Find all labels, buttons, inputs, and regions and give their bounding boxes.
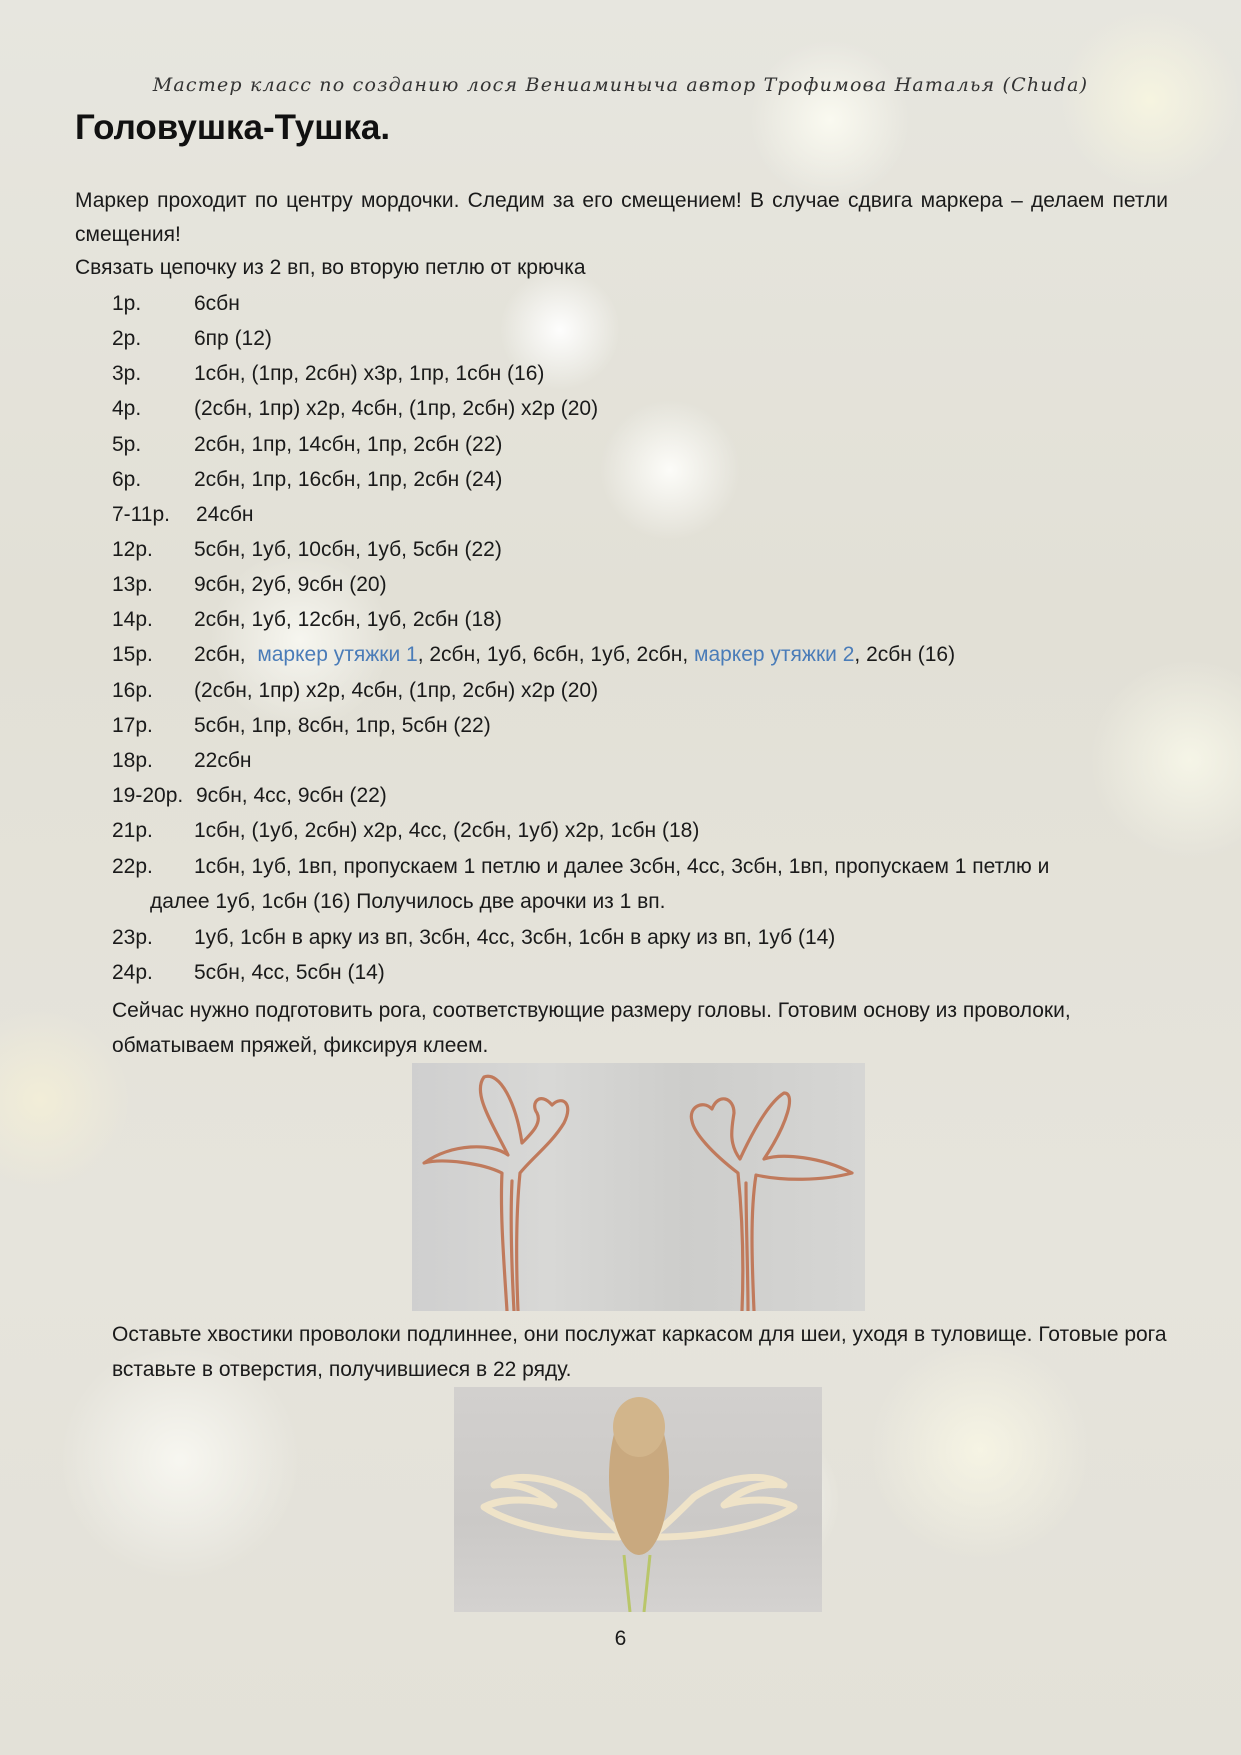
- row-number: 6р.: [112, 468, 142, 491]
- section-title: Головушка-Тушка.: [75, 108, 391, 147]
- row-number: 24р.: [112, 961, 153, 984]
- row-text: 1уб, 1сбн в арку из вп, 3сбн, 4сс, 3сбн, 1сбн в арку из вп, 1уб (14): [194, 926, 836, 949]
- row-number: 14р.: [112, 608, 153, 631]
- row-text: 2сбн, 1пр, 14сбн, 1пр, 2сбн (22): [194, 433, 503, 456]
- row-number: 13р.: [112, 573, 153, 596]
- wire-antlers-photo: [412, 1063, 865, 1311]
- row-text: 5сбн, 1уб, 10сбн, 1уб, 5сбн (22): [194, 538, 502, 561]
- row-text: (2сбн, 1пр) х2р, 4сбн, (1пр, 2сбн) х2р (20): [194, 679, 599, 702]
- row15-part3: , 2сбн (16): [854, 643, 956, 666]
- row-text: 6сбн: [194, 292, 240, 315]
- row-number: 7-11р.: [112, 503, 170, 526]
- tails-paragraph: Оставьте хвостики проволоки подлиннее, они послужат каркасом для шеи, уходя в туловище. Готовые рога вставьте в отверстия, получившиеся в 22 ряду.: [112, 1323, 1167, 1381]
- row-number: 4р.: [112, 397, 142, 420]
- row-text: 1сбн, (1уб, 2сбн) х2р, 4сс, (2сбн, 1уб) х2р, 1сбн (18): [194, 819, 700, 842]
- row-text: 9сбн, 2уб, 9сбн (20): [194, 573, 387, 596]
- row-number: 1р.: [112, 292, 142, 315]
- row-number: 18р.: [112, 749, 153, 772]
- running-header: Мастер класс по созданию лося Вениаминыча автор Трофимова Наталья (Chuda): [152, 74, 1089, 96]
- row-text: 2сбн, 1пр, 16сбн, 1пр, 2сбн (24): [194, 468, 503, 491]
- marker-tightening-2: маркер утяжки 2: [694, 643, 855, 666]
- row-number: 23р.: [112, 926, 153, 949]
- row-text: 1сбн, (1пр, 2сбн) х3р, 1пр, 1сбн (16): [194, 362, 545, 385]
- row-number: 17р.: [112, 714, 153, 737]
- page-number: 6: [614, 1627, 627, 1650]
- crocheted-head-photo: [454, 1387, 822, 1612]
- row-text: 5сбн, 4сс, 5сбн (14): [194, 961, 385, 984]
- horns-paragraph: Сейчас нужно подготовить рога, соответствующие размеру головы. Готовим основу из проволоки, обматываем пряжей, фиксируя клеем.: [112, 999, 1071, 1057]
- row-number: 5р.: [112, 433, 142, 456]
- row-text: (2сбн, 1пр) х2р, 4сбн, (1пр, 2сбн) х2р (20): [194, 397, 599, 420]
- row-text: 6пр (12): [194, 327, 272, 350]
- intro-paragraph: Маркер проходит по центру мордочки. Следим за его смещением! В случае сдвига маркера – делаем петли смещения!: [75, 189, 1168, 246]
- row-text: 5сбн, 1пр, 8сбн, 1пр, 5сбн (22): [194, 714, 491, 737]
- pattern-row-22-continued: далее 1уб, 1сбн (16) Получилось две арочки из 1 вп.: [150, 890, 666, 913]
- row-number: 16р.: [112, 679, 153, 702]
- row15-part2: , 2сбн, 1уб, 6сбн, 1уб, 2сбн,: [417, 643, 695, 666]
- chain-instruction: Связать цепочку из 2 вп, во вторую петлю от крючка: [75, 256, 586, 279]
- row-number: 3р.: [112, 362, 142, 385]
- row-number: 19-20р.: [112, 784, 184, 807]
- row-number: 21р.: [112, 819, 153, 842]
- row-number: 2р.: [112, 327, 142, 350]
- row-number: 15р.: [112, 643, 153, 666]
- row-number: 12р.: [112, 538, 153, 561]
- row15-part1: 2сбн,: [194, 643, 258, 666]
- crocheted-head-drawing: [454, 1387, 822, 1612]
- row-text: 22сбн: [194, 749, 252, 772]
- row-text: 2сбн, 1уб, 12сбн, 1уб, 2сбн (18): [194, 608, 502, 631]
- wire-antlers-drawing: [412, 1063, 865, 1311]
- row-text: 9сбн, 4сс, 9сбн (22): [196, 784, 387, 807]
- marker-tightening-1: маркер утяжки 1: [257, 643, 418, 666]
- row-text: [194, 643, 955, 667]
- row-text: 1сбн, 1уб, 1вп, пропускаем 1 петлю и далее 3сбн, 4сс, 3сбн, 1вп, пропускаем 1 петлю и: [194, 855, 1050, 878]
- row-text: 24сбн: [196, 503, 254, 526]
- row-number: 22р.: [112, 855, 153, 878]
